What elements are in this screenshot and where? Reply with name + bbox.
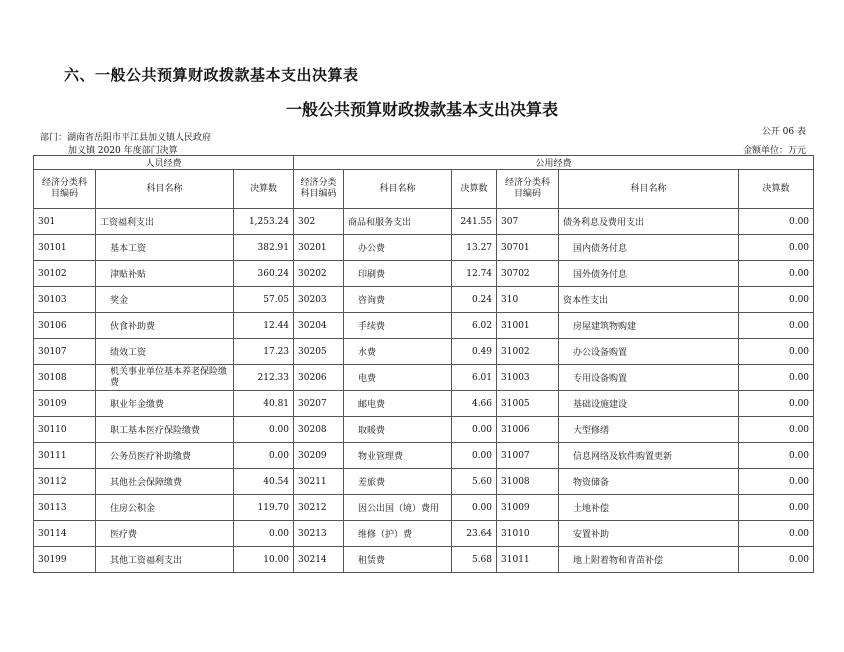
cell-code: 30103 — [34, 287, 96, 313]
cell-name: 因公出国（境）费用 — [344, 495, 452, 521]
cell-amount: 0.00 — [739, 235, 814, 261]
cell-amount: 0.00 — [234, 521, 294, 547]
cell-name: 信息网络及软件购置更新 — [559, 443, 739, 469]
table-row — [34, 547, 814, 573]
cell-amount: 0.00 — [739, 495, 814, 521]
cell-code: 30206 — [294, 365, 344, 391]
cell-amount: 0.00 — [739, 521, 814, 547]
cell-code: 30114 — [34, 521, 96, 547]
table-row — [34, 365, 814, 391]
cell-code: 31010 — [497, 521, 559, 547]
column-header-row — [34, 170, 814, 209]
table-row — [34, 417, 814, 443]
expenditure-table — [33, 155, 814, 573]
cell-amount: 0.00 — [452, 443, 497, 469]
col-header-amount: 决算数 — [739, 170, 814, 209]
table-row — [34, 287, 814, 313]
table-row — [34, 495, 814, 521]
cell-amount: 0.49 — [452, 339, 497, 365]
group-public: 公用经费 — [294, 156, 814, 170]
cell-name: 绩效工资 — [96, 339, 234, 365]
cell-amount: 17.23 — [234, 339, 294, 365]
cell-code: 30202 — [294, 261, 344, 287]
cell-amount: 5.60 — [452, 469, 497, 495]
cell-amount: 0.00 — [739, 287, 814, 313]
col-header-name: 科目名称 — [96, 170, 234, 209]
col-header-amount: 决算数 — [452, 170, 497, 209]
cell-name: 国外债务付息 — [559, 261, 739, 287]
cell-name: 国内债务付息 — [559, 235, 739, 261]
cell-code: 30106 — [34, 313, 96, 339]
cell-name: 住房公积金 — [96, 495, 234, 521]
cell-name: 大型修缮 — [559, 417, 739, 443]
form-code: 公开 06 表 — [761, 127, 806, 137]
cell-amount: 12.74 — [452, 261, 497, 287]
cell-amount: 360.24 — [234, 261, 294, 287]
table-row — [34, 469, 814, 495]
cell-code: 31007 — [497, 443, 559, 469]
cell-code: 310 — [497, 287, 559, 313]
cell-code: 30208 — [294, 417, 344, 443]
cell-name: 邮电费 — [344, 391, 452, 417]
cell-name: 债务利息及费用支出 — [559, 209, 739, 235]
cell-amount: 5.68 — [452, 547, 497, 573]
cell-name: 其他社会保障缴费 — [96, 469, 234, 495]
cell-name: 办公设备购置 — [559, 339, 739, 365]
cell-amount: 1,253.24 — [234, 209, 294, 235]
cell-name: 伙食补助费 — [96, 313, 234, 339]
cell-name: 办公费 — [344, 235, 452, 261]
cell-name: 维修（护）费 — [344, 521, 452, 547]
cell-name: 基本工资 — [96, 235, 234, 261]
cell-name: 资本性支出 — [559, 287, 739, 313]
cell-name: 取暖费 — [344, 417, 452, 443]
cell-amount: 13.27 — [452, 235, 497, 261]
cell-amount: 0.00 — [234, 443, 294, 469]
cell-name: 物业管理费 — [344, 443, 452, 469]
cell-amount: 0.00 — [739, 391, 814, 417]
cell-code: 30101 — [34, 235, 96, 261]
cell-name: 安置补助 — [559, 521, 739, 547]
cell-code: 30110 — [34, 417, 96, 443]
cell-name: 职工基本医疗保险缴费 — [96, 417, 234, 443]
cell-name: 职业年金缴费 — [96, 391, 234, 417]
cell-amount: 40.81 — [234, 391, 294, 417]
cell-code: 30211 — [294, 469, 344, 495]
col-header-name: 科目名称 — [559, 170, 739, 209]
cell-amount: 12.44 — [234, 313, 294, 339]
cell-amount: 119.70 — [234, 495, 294, 521]
col-header-amount: 决算数 — [234, 170, 294, 209]
col-header-code: 经济分类科目编码 — [34, 170, 96, 209]
cell-amount: 0.00 — [739, 209, 814, 235]
cell-name: 商品和服务支出 — [344, 209, 452, 235]
cell-amount: 0.00 — [739, 417, 814, 443]
cell-amount: 0.00 — [452, 417, 497, 443]
cell-code: 31005 — [497, 391, 559, 417]
group-header-row — [34, 156, 814, 170]
cell-code: 31011 — [497, 547, 559, 573]
group-personnel: 人员经费 — [34, 156, 294, 170]
cell-amount: 0.00 — [739, 443, 814, 469]
table-row — [34, 209, 814, 235]
cell-code: 30109 — [34, 391, 96, 417]
table-row — [34, 339, 814, 365]
section-heading: 六、一般公共预算财政拨款基本支出决算表 — [64, 66, 359, 84]
cell-name: 机关事业单位基本养老保险缴费 — [96, 365, 234, 391]
cell-name: 其他工资福利支出 — [96, 547, 234, 573]
cell-amount: 0.00 — [739, 469, 814, 495]
cell-amount: 0.24 — [452, 287, 497, 313]
cell-amount: 382.91 — [234, 235, 294, 261]
cell-name: 奖金 — [96, 287, 234, 313]
cell-code: 31002 — [497, 339, 559, 365]
unit-label: 金额单位：万元 — [742, 146, 806, 156]
table-row — [34, 443, 814, 469]
cell-code: 30701 — [497, 235, 559, 261]
cell-code: 30214 — [294, 547, 344, 573]
cell-name: 差旅费 — [344, 469, 452, 495]
cell-amount: 212.33 — [234, 365, 294, 391]
cell-name: 手续费 — [344, 313, 452, 339]
cell-name: 印刷费 — [344, 261, 452, 287]
col-header-name: 科目名称 — [344, 170, 452, 209]
cell-amount: 6.01 — [452, 365, 497, 391]
cell-name: 工资福利支出 — [96, 209, 234, 235]
cell-name: 咨询费 — [344, 287, 452, 313]
cell-code: 31006 — [497, 417, 559, 443]
cell-amount: 0.00 — [739, 547, 814, 573]
cell-amount: 0.00 — [739, 339, 814, 365]
cell-name: 水费 — [344, 339, 452, 365]
cell-name: 房屋建筑物购建 — [559, 313, 739, 339]
table-row — [34, 391, 814, 417]
table-row — [34, 313, 814, 339]
col-header-code: 经济分类科目编码 — [497, 170, 559, 209]
cell-code: 30207 — [294, 391, 344, 417]
cell-code: 30113 — [34, 495, 96, 521]
cell-code: 30199 — [34, 547, 96, 573]
cell-name: 租赁费 — [344, 547, 452, 573]
cell-code: 30204 — [294, 313, 344, 339]
cell-code: 30702 — [497, 261, 559, 287]
cell-amount: 0.00 — [739, 365, 814, 391]
cell-name: 公务员医疗补助缴费 — [96, 443, 234, 469]
cell-code: 30209 — [294, 443, 344, 469]
cell-code: 30213 — [294, 521, 344, 547]
cell-code: 30111 — [34, 443, 96, 469]
cell-name: 津贴补贴 — [96, 261, 234, 287]
cell-name: 专用设备购置 — [559, 365, 739, 391]
cell-name: 土地补偿 — [559, 495, 739, 521]
cell-code: 31001 — [497, 313, 559, 339]
cell-name: 电费 — [344, 365, 452, 391]
col-header-code: 经济分类科目编码 — [294, 170, 344, 209]
cell-amount: 0.00 — [739, 261, 814, 287]
cell-code: 31003 — [497, 365, 559, 391]
table-row — [34, 521, 814, 547]
cell-code: 30201 — [294, 235, 344, 261]
table-title: 一般公共预算财政拨款基本支出决算表 — [285, 100, 558, 119]
cell-code: 30205 — [294, 339, 344, 365]
cell-code: 31009 — [497, 495, 559, 521]
cell-amount: 10.00 — [234, 547, 294, 573]
cell-code: 30108 — [34, 365, 96, 391]
cell-code: 30102 — [34, 261, 96, 287]
cell-amount: 0.00 — [234, 417, 294, 443]
cell-name: 地上附着物和青苗补偿 — [559, 547, 739, 573]
cell-name: 基础设施建设 — [559, 391, 739, 417]
cell-amount: 0.00 — [739, 313, 814, 339]
cell-code: 31008 — [497, 469, 559, 495]
cell-code: 30112 — [34, 469, 96, 495]
cell-name: 医疗费 — [96, 521, 234, 547]
table-row — [34, 261, 814, 287]
cell-amount: 0.00 — [452, 495, 497, 521]
cell-amount: 57.05 — [234, 287, 294, 313]
cell-name: 物资储备 — [559, 469, 739, 495]
cell-code: 307 — [497, 209, 559, 235]
cell-amount: 40.54 — [234, 469, 294, 495]
table-row — [34, 235, 814, 261]
cell-code: 302 — [294, 209, 344, 235]
department-label: 部门：湖南省岳阳市平江县加义镇人民政府 — [40, 133, 212, 143]
report-name: 加义镇 2020 年度部门决算 — [68, 146, 178, 156]
cell-amount: 241.55 — [452, 209, 497, 235]
cell-code: 301 — [34, 209, 96, 235]
cell-amount: 4.66 — [452, 391, 497, 417]
cell-code: 30212 — [294, 495, 344, 521]
cell-amount: 6.02 — [452, 313, 497, 339]
cell-code: 30203 — [294, 287, 344, 313]
cell-code: 30107 — [34, 339, 96, 365]
cell-amount: 23.64 — [452, 521, 497, 547]
